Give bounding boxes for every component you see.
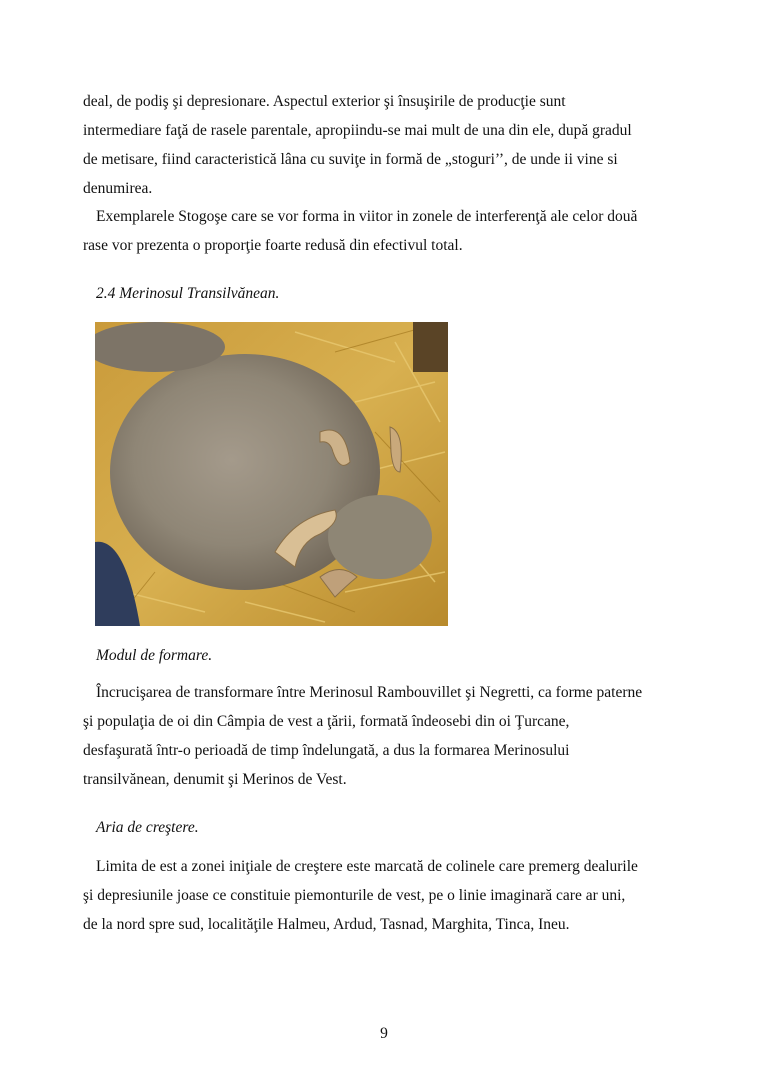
subheading-aria-de-crestere: Aria de creştere.: [96, 819, 199, 836]
sheep-photo: [95, 322, 448, 626]
page-number: 9: [380, 1025, 388, 1042]
paragraph-3-line-3: desfaşurată într-o perioadă de timp îndelungată, a dus la formarea Merinosului: [83, 742, 570, 759]
section-heading: 2.4 Merinosul Transilvănean.: [96, 285, 280, 302]
paragraph-1-line-3: de metisare, fiind caracteristică lâna cu suviţe in formă de „stoguri’’, de unde ii vine si: [83, 151, 618, 168]
paragraph-3-line-4: transilvănean, denumit şi Merinos de Vest.: [83, 771, 347, 788]
paragraph-4-line-3: de la nord spre sud, localităţile Halmeu, Ardud, Tasnad, Marghita, Tinca, Ineu.: [83, 916, 570, 933]
paragraph-1-line-1: deal, de podiş şi depresionare. Aspectul exterior şi însuşirile de producţie sunt: [83, 93, 566, 110]
paragraph-4-line-1: Limita de est a zonei iniţiale de creştere este marcată de colinele care premerg dealurile: [96, 858, 638, 875]
paragraph-2-line-2: rase vor prezenta o proporţie foarte redusă din efectivul total.: [83, 237, 463, 254]
subheading-modul-de-formare: Modul de formare.: [96, 647, 213, 664]
paragraph-3-line-2: şi populaţia de oi din Câmpia de vest a ţării, formată îndeosebi din oi Ţurcane,: [83, 713, 570, 730]
merino-sheep-image: [95, 322, 448, 626]
paragraph-4-line-2: şi depresiunile joase ce constituie piemonturile de vest, pe o linie imaginară care ar uni,: [83, 887, 626, 904]
paragraph-3-line-1: Încrucişarea de transformare între Merinosul Rambouvillet şi Negretti, ca forme paterne: [96, 684, 643, 701]
paragraph-1-line-2: intermediare faţă de rasele parentale, apropiindu-se mai mult de una din ele, după gradul: [83, 122, 632, 139]
paragraph-2-line-1: Exemplarele Stogoşe care se vor forma in viitor in zonele de interferenţă ale celor două: [96, 208, 638, 225]
paragraph-1-line-4: denumirea.: [83, 180, 153, 197]
